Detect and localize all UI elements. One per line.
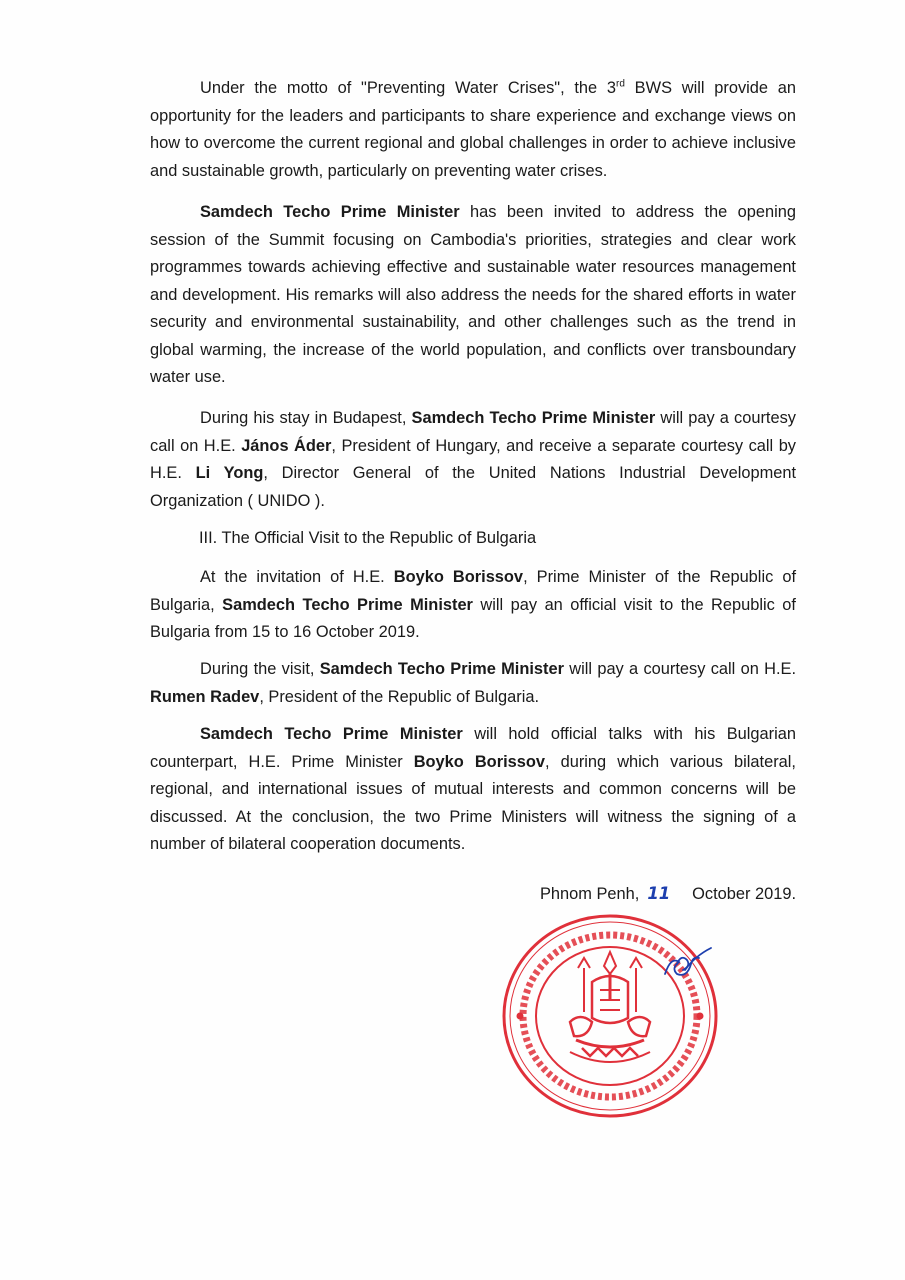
bold-name: János Áder	[241, 436, 332, 455]
paragraph-text: Under the motto of "Preventing Water Crises", the 3	[200, 79, 617, 97]
paragraph-opening-session	[150, 199, 796, 392]
dateline	[540, 882, 796, 906]
paragraph-text: will pay an official visit to the Republic of Bulgaria from 15 to 16 October 2019.	[150, 595, 796, 641]
paragraph-official-talks	[150, 721, 796, 859]
paragraph-text: , during which various bilateral, regional, and international issues of mutual interests and common concerns will be discussed. At the conclusion, the two Prime Ministers will witness the signing of a number of bilateral cooperation documents.	[150, 752, 796, 853]
paragraph-text: BWS will provide an opportunity for the leaders and participants to share experience and exchange views on how to overcome the current regional and global challenges in order to achieve inclusive and sustainable growth, particularly on preventing water crises.	[150, 79, 796, 180]
ordinal-superscript: rd	[616, 78, 625, 90]
paragraph-text: will hold official talks with his Bulgarian counterpart, H.E. Prime Minister	[150, 725, 796, 771]
paragraph-text: will pay a courtesy call on H.E.	[150, 409, 796, 455]
bold-name: Boyko Borissov	[393, 568, 524, 586]
paragraph-text: has been invited to address the opening session of the Summit focusing on Cambodia's priorities, strategies and clear work programmes towards achieving effective and sustainable water resources management and development. His remarks will also address the needs for the shared efforts in water security and environmental sustainability, and other challenges such as the trend in global warming, the increase of the world population, and conflicts over transboundary water use.	[150, 203, 796, 386]
paragraph-text: At the invitation of H.E.	[200, 568, 394, 586]
paragraph-text: , Director General of the United Nations Industrial Development Organization ( UNIDO ).	[150, 464, 797, 510]
paragraph-text: During his stay in Budapest,	[200, 409, 412, 427]
paragraph-text: During the visit,	[200, 660, 320, 678]
paragraph-bulgaria-invitation	[150, 564, 796, 647]
section-heading: III. The Official Visit to the Republic of Bulgaria	[199, 529, 537, 547]
handwritten-day: 11	[647, 884, 671, 903]
paragraph-courtesy-call	[150, 656, 796, 711]
paragraph-budapest-stay	[150, 405, 796, 515]
dateline-place: Phnom Penh,	[540, 885, 640, 903]
paragraph-text: will pay a courtesy call on H.E.	[563, 660, 796, 678]
paragraph-text: , Prime Minister of the Republic of Bulgaria,	[150, 568, 796, 614]
bold-name: Samdech Techo Prime Minister	[222, 595, 473, 614]
paragraph-text: , President of Hungary, and receive a separate courtesy call by H.E.	[150, 436, 797, 482]
bold-name: Boyko Borissov	[413, 752, 545, 771]
paragraph-motto	[150, 75, 796, 185]
bold-name: Samdech Techo Prime Minister	[411, 409, 656, 427]
bold-name: Rumen Radev	[150, 687, 260, 706]
signature-icon	[655, 940, 715, 990]
bold-name: Samdech Techo Prime Minister	[200, 725, 463, 743]
bold-name: Li Yong	[195, 464, 264, 482]
paragraph-text: , President of the Republic of Bulgaria.	[259, 687, 540, 706]
dateline-month-year: October 2019.	[692, 885, 797, 903]
bold-name: Samdech Techo Prime Minister	[200, 203, 460, 221]
bold-name: Samdech Techo Prime Minister	[319, 660, 564, 678]
